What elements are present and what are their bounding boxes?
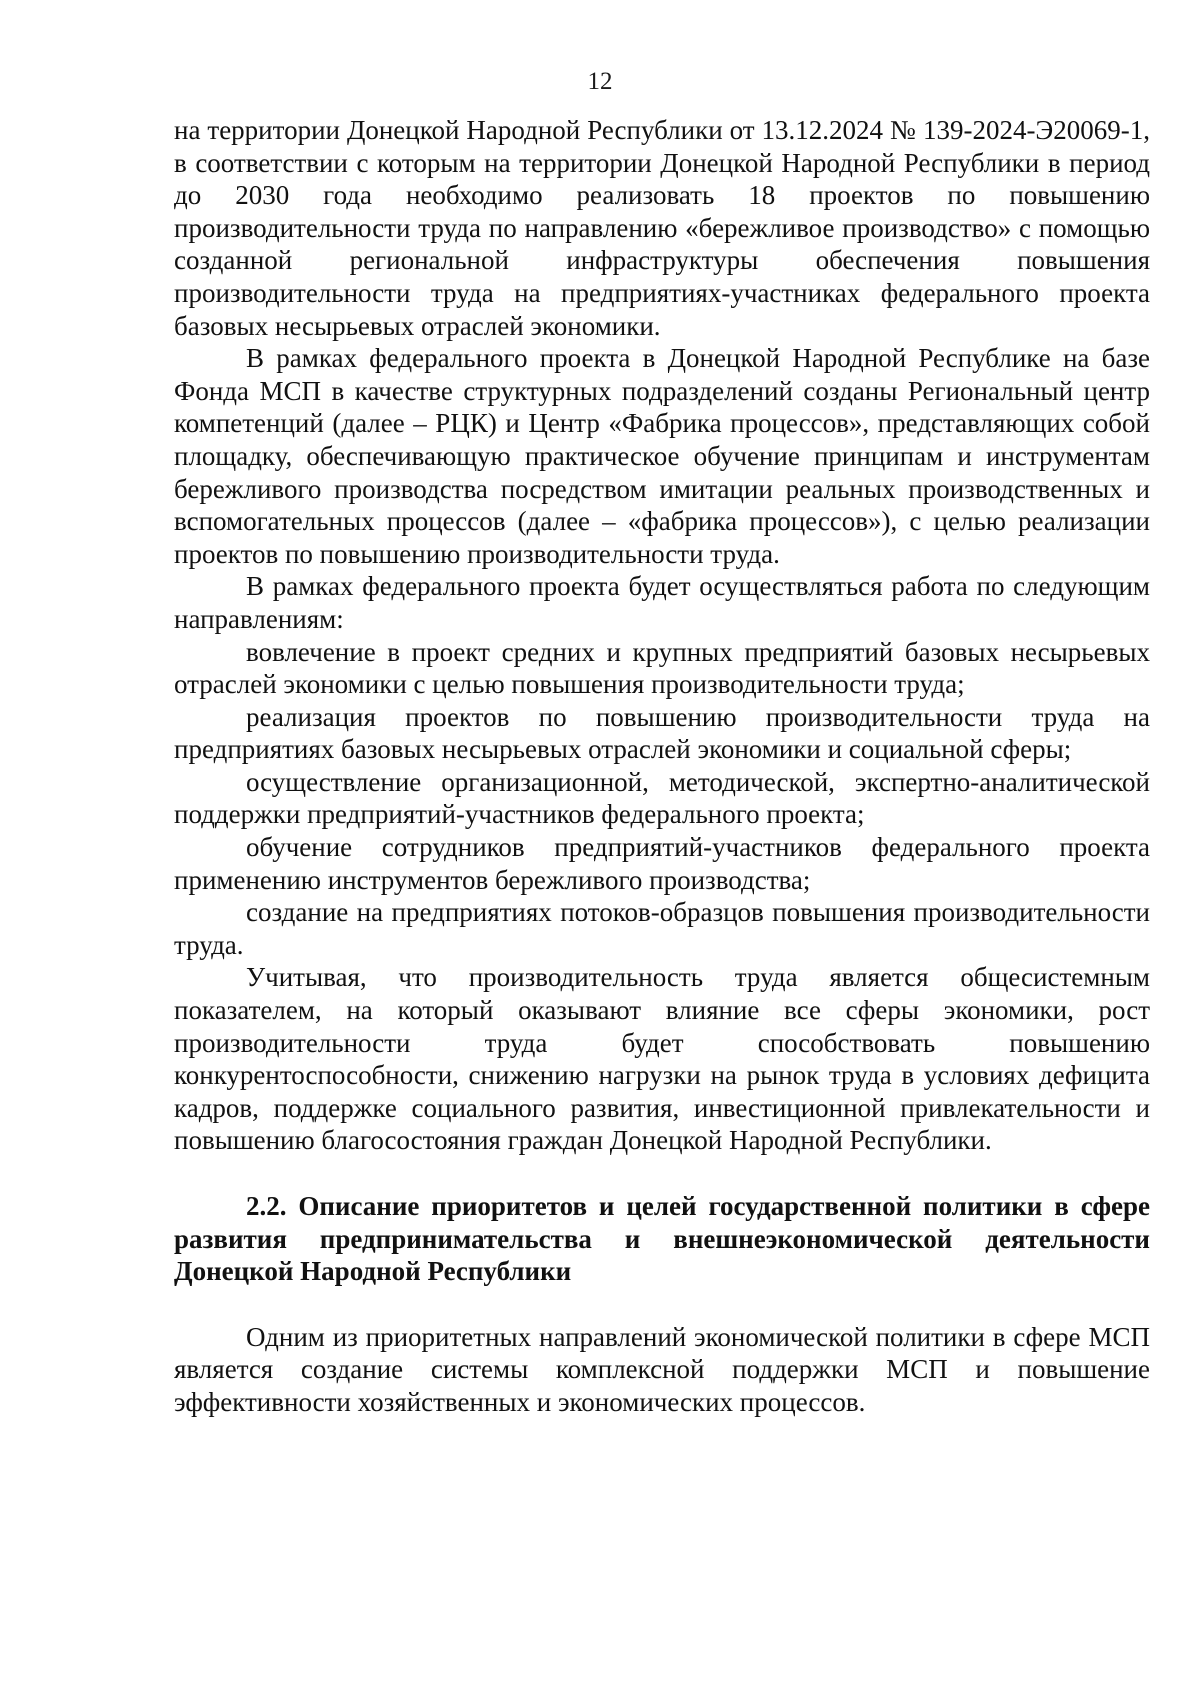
paragraph-productivity-conclusion: Учитывая, что производительность труда является общесистемным показателем, на который оказывают влияние все сферы экономики, рост производительности труда будет способствовать повышению конкурентоспособности, снижению нагрузки на рынок труда в условиях дефицита кадров, поддержке социального развития, инвестиционной привлекательности и повышению благосостояния граждан Донецкой Народной Республики. <box>174 962 1150 1156</box>
page-number: 12 <box>587 68 613 95</box>
list-item-model-flows: создание на предприятиях потоков-образцов повышения производительности труда. <box>174 897 1150 960</box>
list-item-involvement: вовлечение в проект средних и крупных предприятий базовых несырьевых отраслей экономики с целью повышения производительности труда; <box>174 636 1150 700</box>
paragraph-federal-project: В рамках федерального проекта в Донецкой Народной Республике на базе Фонда МСП в качестве структурных подразделений созданы Региональный центр компетенций (далее – РЦК) и Центр «Фабрика процессов», представляющих собой площадку, обеспечивающую практическое обучение принципам и инструментам бережливого производства посредством имитации реальных производственных и вспомогательных процессов (далее – «фабрика процессов»), с целью реализации проектов по повышению производительности труда. <box>174 343 1150 569</box>
paragraph-directions-intro: В рамках федерального проекта будет осуществляться работа по следующим направлениям: <box>174 571 1150 634</box>
paragraph-continuation: на территории Донецкой Народной Республики от 13.12.2024 № 139-2024-Э20069-1, в соответствии с которым на территории Донецкой Народной Республики в период до 2030 года необходимо реализовать 18 проектов по повышению производительности труда по направлению «бережливое производство» с помощью созданной региональной инфраструктуры обеспечения повышения производительности труда на предприятиях-участниках федерального проекта базовых несырьевых отраслей экономики. <box>174 115 1150 341</box>
list-item-implementation: реализация проектов по повышению производительности труда на предприятиях базовых несырьевых отраслей экономики и социальной сферы; <box>174 701 1150 765</box>
document-body <box>174 114 1150 1419</box>
list-item-support: осуществление организационной, методической, экспертно-аналитической поддержки предприятий-участников федерального проекта; <box>174 766 1150 830</box>
list-item-training: обучение сотрудников предприятий-участников федерального проекта применению инструментов бережливого производства; <box>174 832 1150 895</box>
section-heading: 2.2. Описание приоритетов и целей государственной политики в сфере развития предпринимательства и внешнеэкономической деятельности Донецкой Народной Республики <box>174 1191 1150 1287</box>
paragraph-priority-directions: Одним из приоритетных направлений экономической политики в сфере МСП является создание системы комплексной поддержки МСП и повышение эффективности хозяйственных и экономических процессов. <box>174 1321 1150 1417</box>
